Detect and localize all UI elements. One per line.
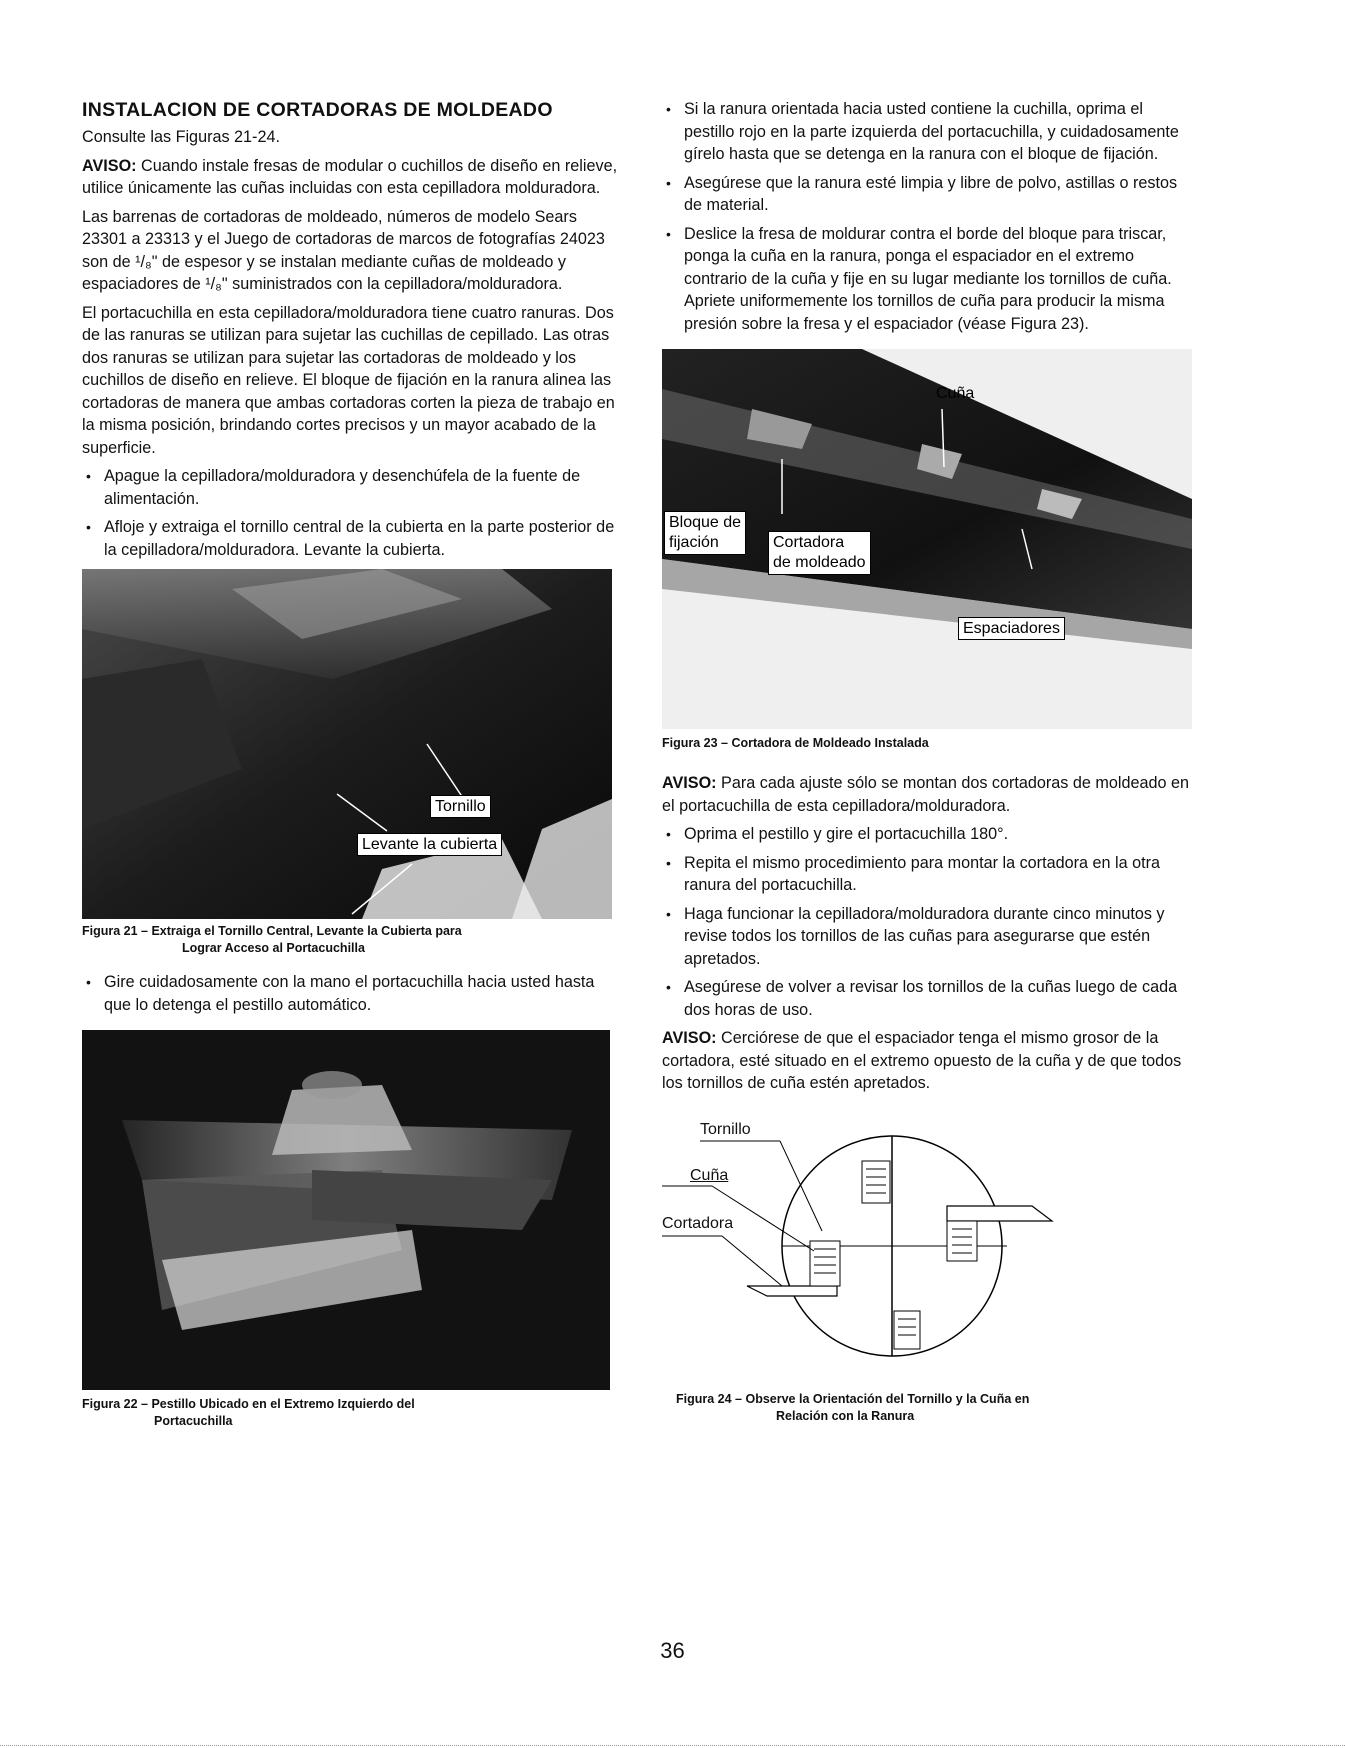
figure-23-caption: Figura 23 – Cortadora de Moldeado Instalada [662, 736, 929, 750]
label-line: Bloque de [669, 514, 742, 531]
figures-reference: Consulte las Figuras 21-24. [82, 128, 280, 146]
notice-text: Cuando instale fresas de modular o cuchillos de diseño en relieve, utilice únicamente las cuñas incluidas con esta cepilladora molduradora. [82, 156, 618, 197]
list-item: • Gire cuidadosamente con la mano el portacuchilla hacia usted hasta que lo detenga el pestillo automático. [82, 971, 622, 1016]
list-item: • Si la ranura orientada hacia usted contiene la cuchilla, oprima el pestillo rojo en la parte izquierda del portacuchilla, y cuidadosamente gírelo hasta que se detenga en la ranura con el bloque de fijación. [662, 98, 1197, 166]
callout-screw: Tornillo [430, 795, 491, 818]
label-line: fijación [669, 534, 719, 551]
figure-24-diagram [662, 1111, 1132, 1381]
label-cutter: Cortadora [662, 1214, 734, 1232]
caption-line: Figura 21 – Extraiga el Tornillo Central, Levante la Cubierta para [82, 924, 462, 938]
notice-paragraph [662, 1027, 1197, 1095]
figure-24-caption [662, 1391, 1197, 1425]
notice-label: AVISO: [82, 156, 137, 175]
cutters-paragraph: Las barrenas de cortadoras de moldeado, números de modelo Sears 23301 a 23313 y el Juego de cortadoras de marcos de fotografías 24023 son de ¹/₈" de espesor y se instalan mediante cuñas de moldeado y espaciadores de ¹/₈" suministrados con la cepilladora/molduradora. [82, 207, 605, 293]
list-item: • Asegúrese que la ranura esté limpia y libre de polvo, astillas o restos de material. [662, 172, 1197, 217]
figure-21-caption [82, 923, 622, 957]
step-list-2 [82, 971, 622, 1016]
label-wedge: Cuña [690, 1166, 729, 1184]
list-item: • Repita el mismo procedimiento para montar la cortadora en la otra ranura del portacuchilla. [662, 852, 1197, 897]
section-heading: INSTALACION DE CORTADORAS DE MOLDEADO [82, 99, 553, 121]
label-wedge: Cuña [936, 385, 975, 402]
right-column [662, 98, 1197, 1437]
step-list-1 [82, 465, 622, 561]
list-item: • Apague la cepilladora/molduradora y desenchúfela de la fuente de alimentación. [82, 465, 622, 510]
step-list-3 [662, 98, 1197, 335]
step-list-4 [662, 823, 1197, 1021]
list-item: • Oprima el pestillo y gire el portacuchilla 180°. [662, 823, 1197, 846]
list-item: • Haga funcionar la cepilladora/molduradora durante cinco minutos y revise todos los tornillos de las cuñas para asegurarse que estén apretados. [662, 903, 1197, 971]
caption-line: Portacuchilla [154, 1414, 233, 1428]
list-item: • Deslice la fresa de moldurar contra el borde del bloque para triscar, ponga la cuña en la ranura, ponga el espaciador en el extremo contrario de la cuña y fije en su lugar mediante los tornillos de cuña. Apriete uniformemente los tornillos de cuña para producir la misma presión sobre la fresa y el espaciador (véase Figura 23). [662, 223, 1197, 336]
figure-23-photo [662, 349, 1192, 729]
figure-24-illustration [662, 1111, 1132, 1381]
label-screw: Tornillo [700, 1120, 751, 1138]
list-item: • Afloje y extraiga el tornillo central de la cubierta en la parte posterior de la cepilladora/molduradora. Levante la cubierta. [82, 516, 622, 561]
label-molding-cutter [768, 531, 871, 575]
cutterhead-paragraph: El portacuchilla en esta cepilladora/molduradora tiene cuatro ranuras. Dos de las ranuras se utilizan para sujetar las cuchillas de cepillado. Las otras dos ranuras se utilizan para sujetar las cortadoras de moldeado y los cuchillos de diseño en relieve. El bloque de fijación en la ranura alinea las cortadoras de manera que ambas cortadoras corten la pieza de trabajo en la misma posición, brindando cortes precisos y un mayor acabado de la superficie. [82, 303, 615, 457]
notice-paragraph [662, 772, 1197, 817]
figure-22-photo [82, 1030, 610, 1390]
list-item: • Asegúrese de volver a revisar los tornillos de la cuñas luego de cada dos horas de uso. [662, 976, 1197, 1021]
notice-text: Para cada ajuste sólo se montan dos cortadoras de moldeado en el portacuchilla de esta cepilladora/molduradora. [662, 774, 1189, 815]
figure-21-illustration [82, 569, 612, 919]
figure-22-illustration [82, 1030, 610, 1390]
label-line: de moldeado [773, 554, 866, 571]
label-line: Cortadora [773, 534, 845, 551]
page-number: 36 [660, 1638, 685, 1663]
notice-text: Cerciórese de que el espaciador tenga el mismo grosor de la cortadora, esté situado en el extremo opuesto de la cuña y de que todos los tornillos de cuña estén apretados. [662, 1029, 1182, 1092]
notice-label: AVISO: [662, 1029, 717, 1047]
label-spacers: Espaciadores [958, 617, 1065, 640]
callout-lift-cover: Levante la cubierta [357, 833, 502, 856]
figure-22-caption [82, 1396, 622, 1430]
label-locking-block [664, 511, 746, 555]
caption-line: Figura 24 – Observe la Orientación del Tornillo y la Cuña en [676, 1391, 1030, 1406]
figure-21-photo [82, 569, 612, 919]
caption-line: Figura 22 – Pestillo Ubicado en el Extremo Izquierdo del [82, 1397, 415, 1411]
caption-line: Lograr Acceso al Portacuchilla [182, 941, 365, 955]
left-column [82, 98, 622, 1442]
notice-label: AVISO: [662, 774, 717, 792]
caption-line: Relación con la Ranura [776, 1408, 915, 1423]
notice-paragraph [82, 155, 622, 200]
